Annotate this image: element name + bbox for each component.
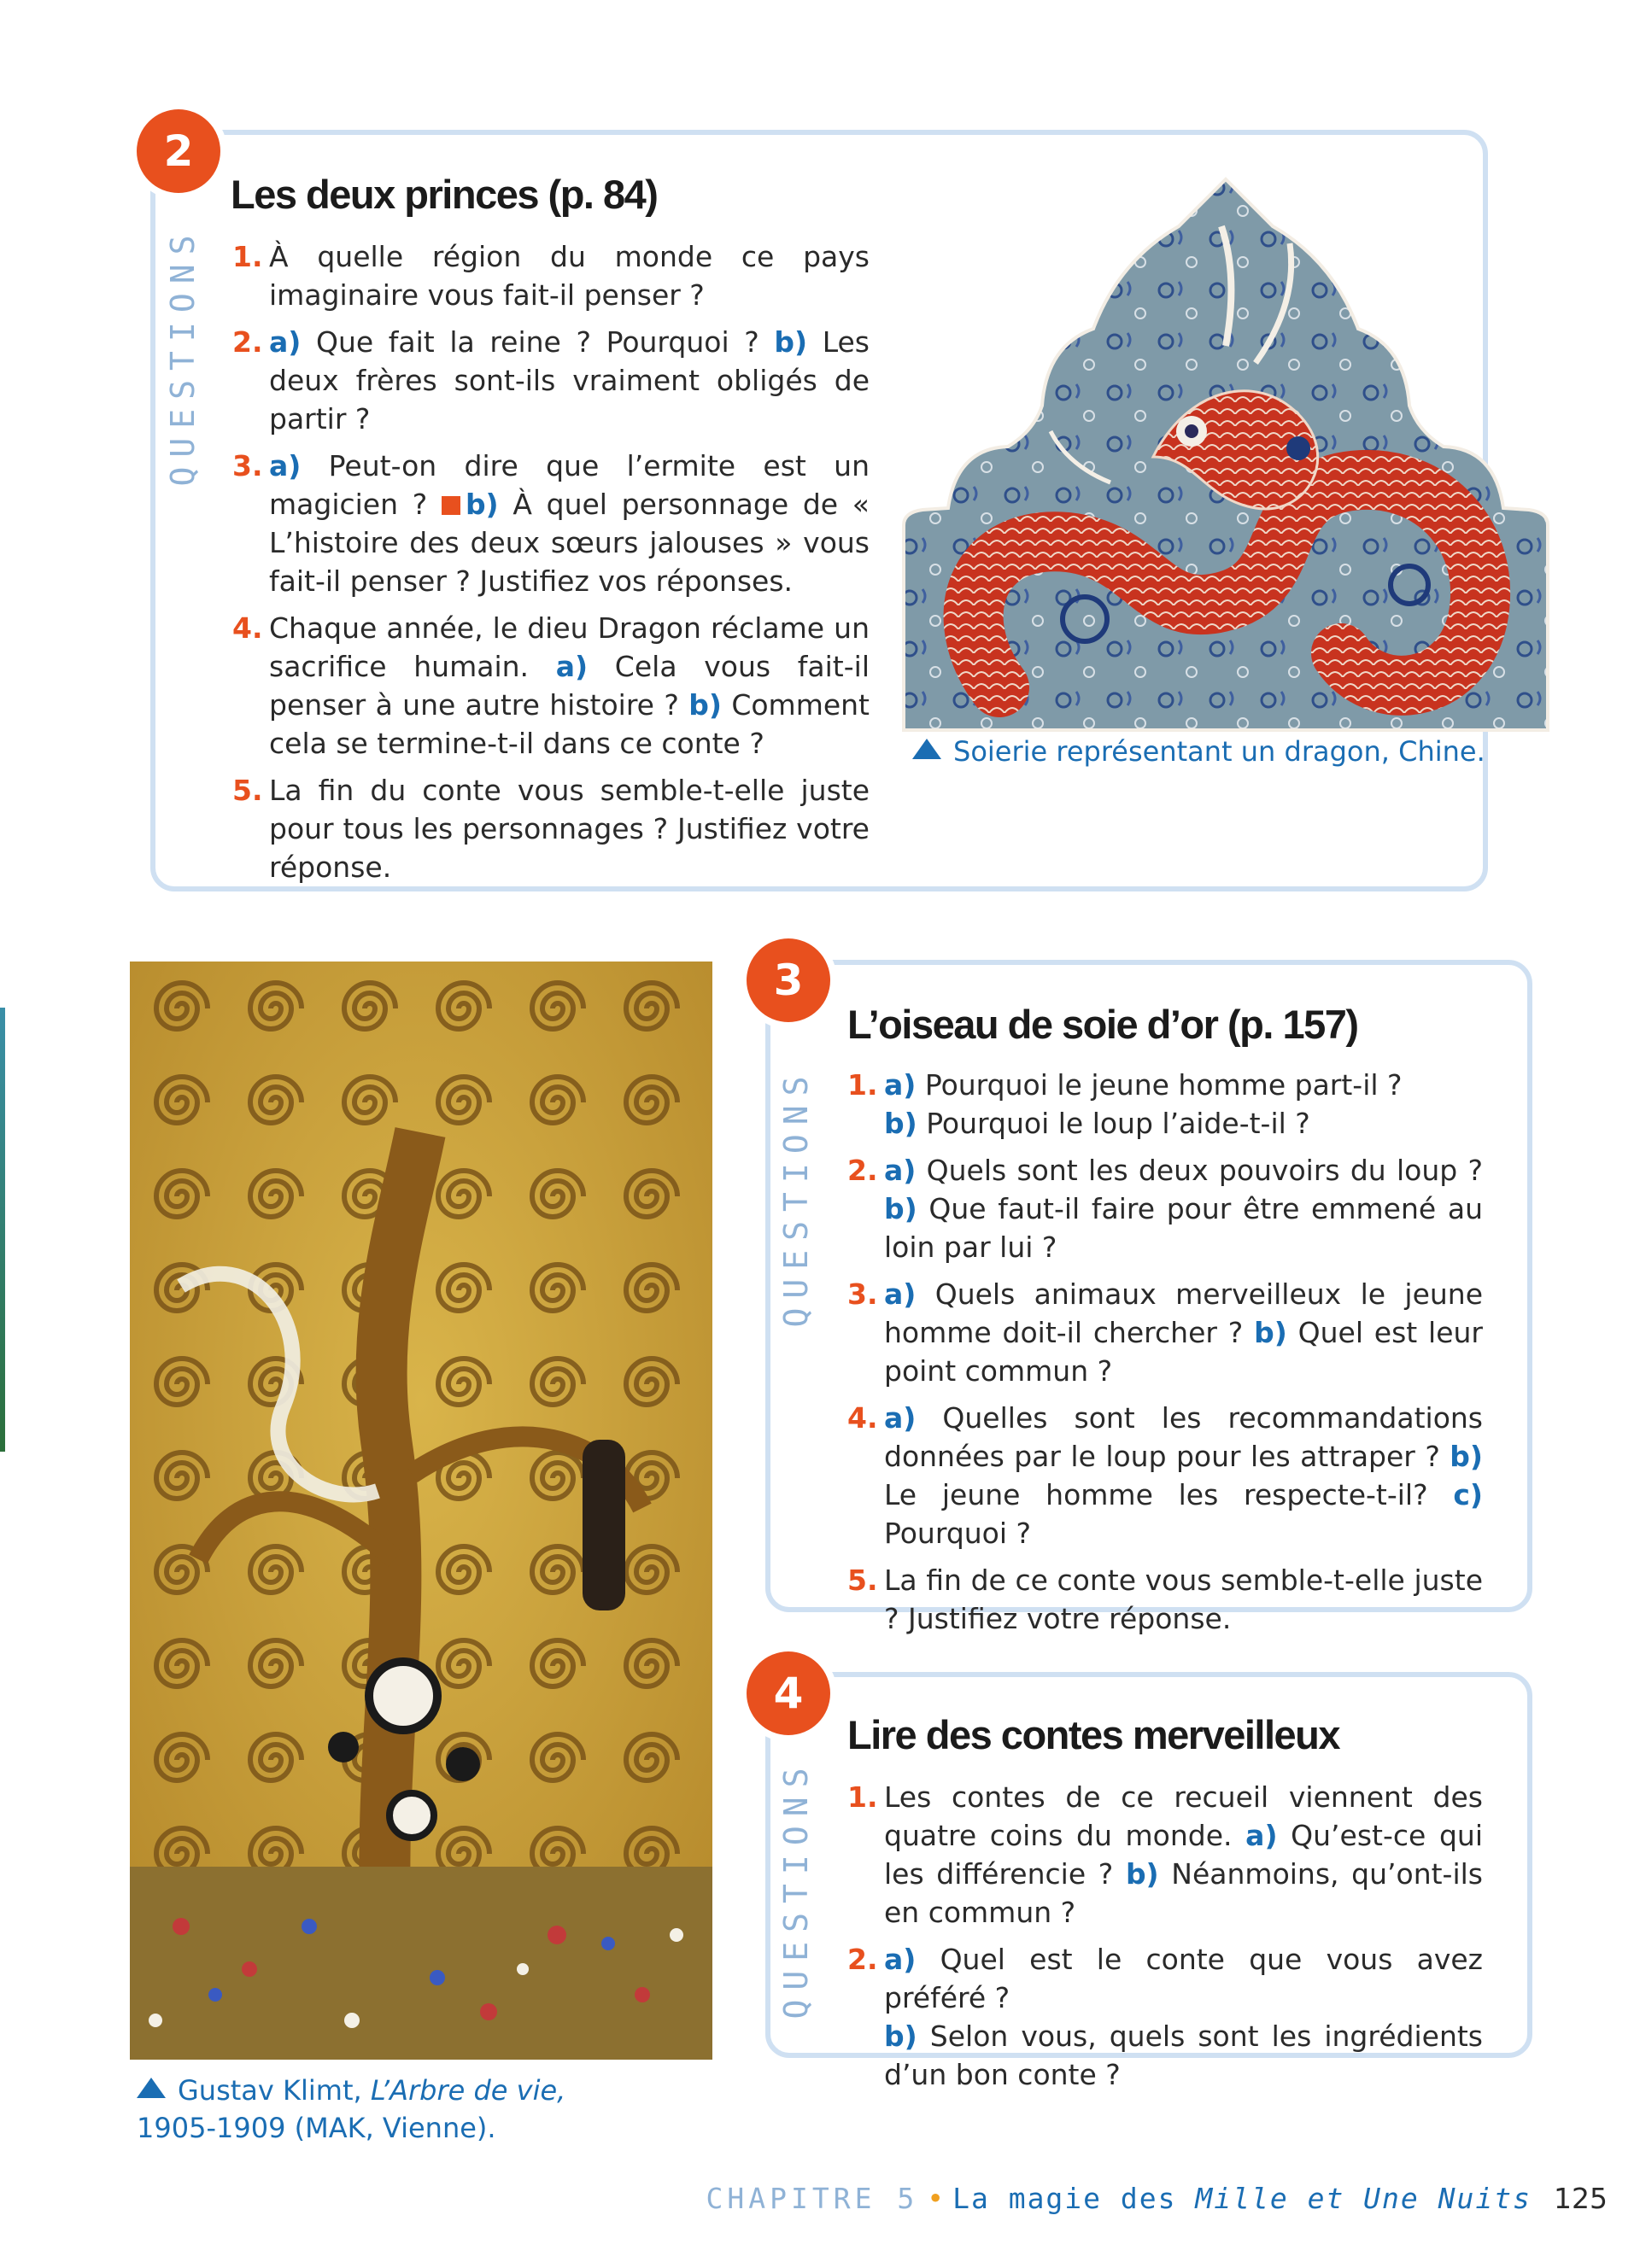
dragon-illustration: [897, 175, 1555, 739]
question-number: 3.: [232, 449, 263, 482]
question-item: [847, 1561, 1483, 1638]
question-text: Selon vous, quels sont les ingrédients d’un bon conte ?: [884, 2020, 1483, 2091]
question-text: À quelle région du monde ce pays imaginaire vous fait-il penser ?: [269, 240, 870, 312]
sub-question-marker: b): [884, 2020, 917, 2053]
question-text: Cela vous fait-il penser à une autre histoire ?: [269, 650, 870, 722]
question-text: Que faut-il faire pour être emmené au loin par lui ?: [884, 1192, 1483, 1264]
tree-of-life-illustration: [130, 962, 712, 2060]
section-title: L’oiseau de soie d’or (p. 157): [847, 1002, 1358, 1047]
question-item: [847, 1399, 1483, 1552]
question-text: Comment cela se termine-t-il dans ce conte ?: [269, 688, 870, 760]
question-number: 1.: [232, 240, 263, 273]
question-text: Les deux frères sont-ils vraiment obligés de partir ?: [269, 325, 870, 435]
question-item: [232, 447, 870, 600]
triangle-up-icon: [137, 2078, 166, 2098]
question-item: [847, 1151, 1483, 1266]
sub-question-marker: b): [1254, 1316, 1287, 1349]
page-footer: [706, 2182, 1608, 2215]
question-text: Peut-on dire que l’ermite est un magicien ?: [269, 449, 870, 521]
sub-question-marker: a): [555, 650, 589, 683]
triangle-up-icon: [912, 739, 941, 759]
question-text: Pourquoi le jeune homme part-il ?: [916, 1068, 1403, 1102]
question-number: 2.: [847, 1154, 878, 1187]
question-text: Que fait la reine ? Pourquoi ?: [301, 325, 775, 359]
question-text: Le jeune homme les respecte-t-il?: [884, 1478, 1454, 1511]
dragon-image-caption: Soierie représentant un dragon, Chine.: [912, 733, 1485, 770]
question-list: [847, 1778, 1483, 2102]
question-item: [847, 1940, 1483, 2094]
sub-question-marker: b): [884, 1192, 917, 1225]
sub-question-marker: a): [884, 1401, 917, 1435]
question-item: [232, 609, 870, 763]
klimt-tree-of-life-image: [130, 962, 712, 2060]
sub-question-marker: a): [884, 1943, 917, 1976]
sub-question-marker: b): [465, 488, 499, 521]
question-number: 5.: [232, 774, 263, 807]
question-text: Qu’est-ce qui les différencie ?: [884, 1819, 1483, 1891]
page-number: 125: [1554, 2182, 1608, 2215]
question-text: Néanmoins, qu’ont-ils en commun ?: [884, 1857, 1483, 1929]
sub-question-marker: b): [688, 688, 722, 722]
advanced-square-icon: [442, 496, 460, 515]
question-text: Chaque année, le dieu Dragon réclame un sacrifice humain.: [269, 611, 870, 683]
page-edge-strip: [0, 1008, 5, 1452]
question-number: 1.: [847, 1780, 878, 1814]
footer-title: La magie des Mille et Une Nuits: [952, 2182, 1532, 2215]
question-list: [847, 1066, 1483, 1646]
question-text: Pourquoi ?: [884, 1517, 1032, 1550]
question-item: [847, 1778, 1483, 1932]
footer-chapter: CHAPITRE 5: [706, 2182, 919, 2215]
question-text: Quelles sont les recommandations données par le loup pour les attraper ?: [884, 1401, 1483, 1473]
section-title: Les deux princes (p. 84): [231, 172, 658, 217]
question-number: 5.: [847, 1564, 878, 1597]
question-text: Pourquoi le loup l’aide-t-il ?: [917, 1107, 1310, 1140]
question-number: 2.: [232, 325, 263, 359]
question-item: [847, 1275, 1483, 1390]
sub-question-marker: b): [884, 1107, 917, 1140]
section-number-badge: 2: [137, 109, 220, 193]
questions-vertical-label: QUESTIONS: [777, 1758, 815, 2020]
footer-dot-separator: •: [927, 2182, 945, 2215]
question-list: [232, 237, 870, 895]
sub-question-marker: b): [774, 325, 808, 359]
question-number: 4.: [232, 611, 263, 645]
section-number-badge: 4: [747, 1651, 830, 1735]
sub-question-marker: a): [884, 1154, 917, 1187]
sub-question-marker: b): [1450, 1440, 1483, 1473]
sub-question-marker: a): [1245, 1819, 1278, 1852]
sub-question-marker: a): [884, 1068, 917, 1102]
question-number: 4.: [847, 1401, 878, 1435]
question-text: À quel personnage de « L’histoire des deux sœurs jalouses » vous fait-il penser ? Justifiez vos réponses.: [269, 488, 870, 598]
sub-question-marker: a): [884, 1277, 917, 1311]
question-text: Les contes de ce recueil viennent des quatre coins du monde.: [884, 1780, 1483, 1852]
question-text: Quel est le conte que vous avez préféré ?: [884, 1943, 1483, 2014]
section-number-badge: 3: [747, 938, 830, 1022]
sub-question-marker: c): [1453, 1478, 1483, 1511]
question-item: [232, 237, 870, 314]
sub-question-marker: a): [269, 325, 302, 359]
question-text: Quels animaux merveilleux le jeune homme doit-il chercher ?: [884, 1277, 1483, 1349]
question-item: [847, 1066, 1483, 1143]
question-number: 1.: [847, 1068, 878, 1102]
question-text: Quels sont les deux pouvoirs du loup ?: [916, 1154, 1483, 1187]
question-item: [232, 323, 870, 438]
section-title: Lire des contes merveilleux: [847, 1712, 1340, 1757]
dragon-silk-image: [897, 175, 1555, 739]
question-text: Quel est leur point commun ?: [884, 1316, 1484, 1388]
sub-question-marker: b): [1125, 1857, 1159, 1891]
question-text: La fin de ce conte vous semble-t-elle juste ? Justifiez votre réponse.: [884, 1564, 1483, 1635]
questions-vertical-label: QUESTIONS: [164, 225, 202, 487]
question-item: [232, 771, 870, 886]
questions-vertical-label: QUESTIONS: [777, 1067, 815, 1328]
klimt-image-caption: Gustav Klimt, L’Arbre de vie, 1905-1909 (MAK, Vienne).: [137, 2074, 566, 2144]
question-number: 2.: [847, 1943, 878, 1976]
question-number: 3.: [847, 1277, 878, 1311]
question-text: La fin du conte vous semble-t-elle juste pour tous les personnages ? Justifiez votre réponse.: [269, 774, 870, 884]
sub-question-marker: a): [269, 449, 302, 482]
